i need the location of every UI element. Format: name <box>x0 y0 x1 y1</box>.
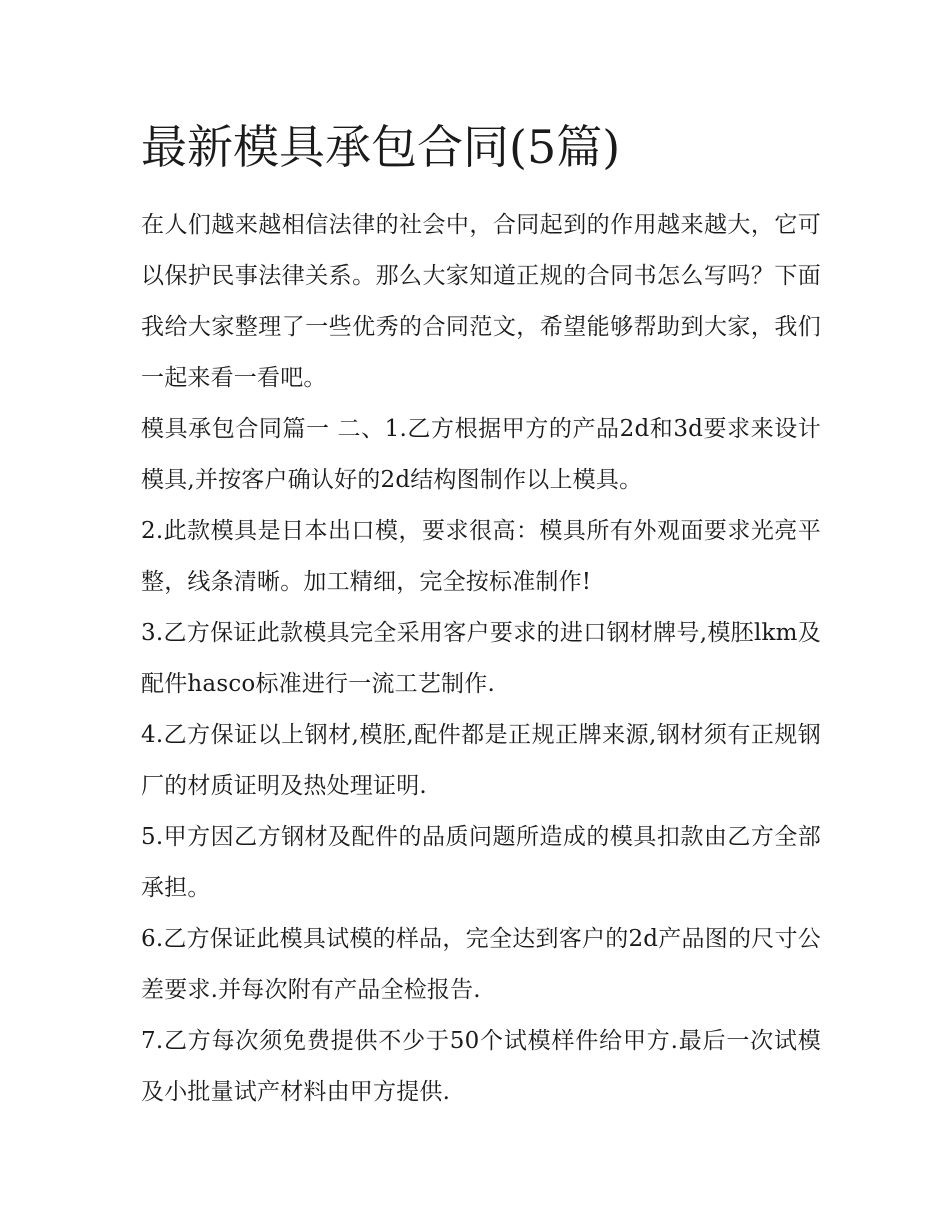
clause-5: 5.甲方因乙方钢材及配件的品质问题所造成的模具扣款由乙方全部承担。 <box>141 824 821 901</box>
clause-3: 3.乙方保证此款模具完全采用客户要求的进口钢材牌号,模胚lkm及配件hasco标准进行一流工艺制作. <box>141 620 821 697</box>
clause-6: 6.乙方保证此模具试模的样品，完全达到客户的2d产品图的尺寸公差要求.并每次附有产品全检报告. <box>141 926 821 1003</box>
clause-7: 7.乙方每次须免费提供不少于50个试模样件给甲方.最后一次试模及小批量试产材料由甲方提供. <box>141 1028 821 1105</box>
intro-paragraph: 在人们越来越相信法律的社会中，合同起到的作用越来越大，它可以保护民事法律关系。那么大家知道正规的合同书怎么写吗？下面我给大家整理了一些优秀的合同范文，希望能够帮助到大家，我们一起来看一看吧。 <box>141 212 821 391</box>
document-body <box>141 112 821 1118</box>
clause-1: 模具承包合同篇一 二、1.乙方根据甲方的产品2d和3d要求来设计模具,并按客户确认好的2d结构图制作以上模具。 <box>141 416 821 493</box>
page-title: 最新模具承包合同(5篇) <box>141 120 621 174</box>
clause-2: 2.此款模具是日本出口模，要求很高：模具所有外观面要求光亮平整，线条清晰。加工精细，完全按标准制作! <box>141 518 821 595</box>
clause-4: 4.乙方保证以上钢材,模胚,配件都是正规正牌来源,钢材须有正规钢厂的材质证明及热处理证明. <box>141 722 821 799</box>
